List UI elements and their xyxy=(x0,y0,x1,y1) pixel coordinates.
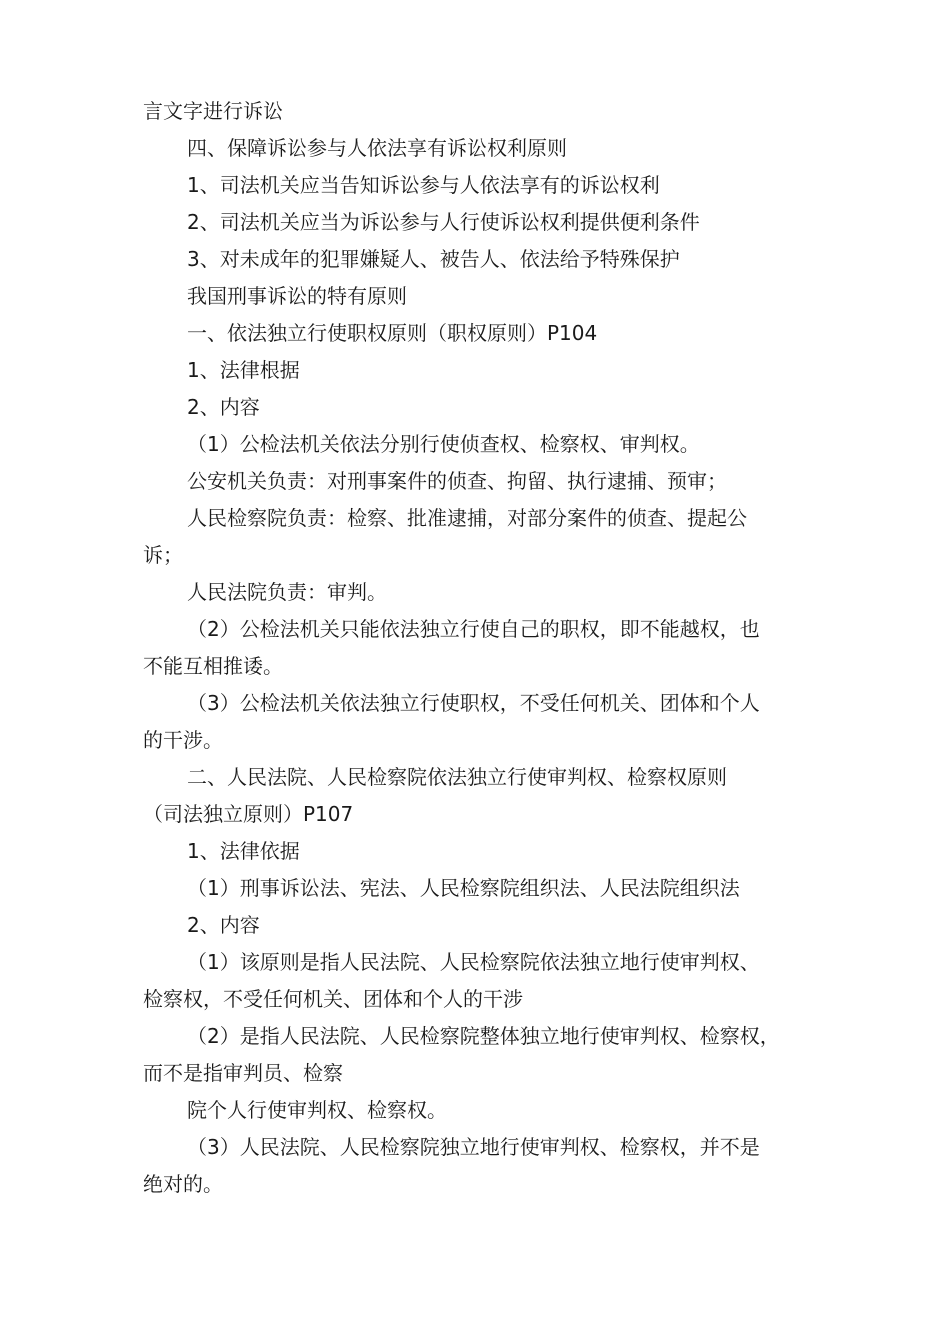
paragraph-line: 公安机关负责：对刑事案件的侦查、拘留、执行逮捕、预审； xyxy=(187,469,727,493)
paragraph-line: （3）人民法院、人民检察院独立地行使审判权、检察权，并不是 xyxy=(187,1135,760,1159)
paragraph-line: 人民法院负责：审判。 xyxy=(187,580,387,604)
document-body xyxy=(143,93,833,1203)
section-heading: （司法独立原则）P107 xyxy=(143,802,354,826)
paragraph-line: 不能互相推诿。 xyxy=(143,654,283,678)
list-item: 1、法律根据 xyxy=(187,358,300,382)
paragraph-line: 院个人行使审判权、检察权。 xyxy=(187,1098,447,1122)
list-item: 1、法律依据 xyxy=(187,839,300,863)
list-item: 2、内容 xyxy=(187,913,260,937)
paragraph-line: （1）公检法机关依法分别行使侦查权、检察权、审判权。 xyxy=(187,432,700,456)
list-item: 2、司法机关应当为诉讼参与人行使诉讼权利提供便利条件 xyxy=(187,210,700,234)
section-heading: 四、保障诉讼参与人依法享有诉讼权利原则 xyxy=(187,136,567,160)
text-line: 言文字进行诉讼 xyxy=(143,99,283,123)
paragraph-line: 检察权，不受任何机关、团体和个人的干涉 xyxy=(143,987,523,1011)
section-heading: 一、依法独立行使职权原则（职权原则）P104 xyxy=(187,321,598,345)
list-item: 1、司法机关应当告知诉讼参与人依法享有的诉讼权利 xyxy=(187,173,660,197)
paragraph-line: 诉； xyxy=(143,543,183,567)
paragraph-line: 的干涉。 xyxy=(143,728,223,752)
paragraph-line: （2）公检法机关只能依法独立行使自己的职权，即不能越权，也 xyxy=(187,617,760,641)
paragraph-line: （1）刑事诉讼法、宪法、人民检察院组织法、人民法院组织法 xyxy=(187,876,740,900)
section-heading: 我国刑事诉讼的特有原则 xyxy=(187,284,407,308)
paragraph-line: （3）公检法机关依法独立行使职权，不受任何机关、团体和个人 xyxy=(187,691,760,715)
list-item: 3、对未成年的犯罪嫌疑人、被告人、依法给予特殊保护 xyxy=(187,247,680,271)
paragraph-line: （2）是指人民法院、人民检察院整体独立地行使审判权、检察权， xyxy=(187,1024,780,1048)
section-heading: 二、人民法院、人民检察院依法独立行使审判权、检察权原则 xyxy=(187,765,727,789)
paragraph-line: （1）该原则是指人民法院、人民检察院依法独立地行使审判权、 xyxy=(187,950,760,974)
paragraph-line: 而不是指审判员、检察 xyxy=(143,1061,343,1085)
list-item: 2、内容 xyxy=(187,395,260,419)
paragraph-line: 绝对的。 xyxy=(143,1172,223,1196)
paragraph-line: 人民检察院负责：检察、批准逮捕，对部分案件的侦查、提起公 xyxy=(187,506,747,530)
